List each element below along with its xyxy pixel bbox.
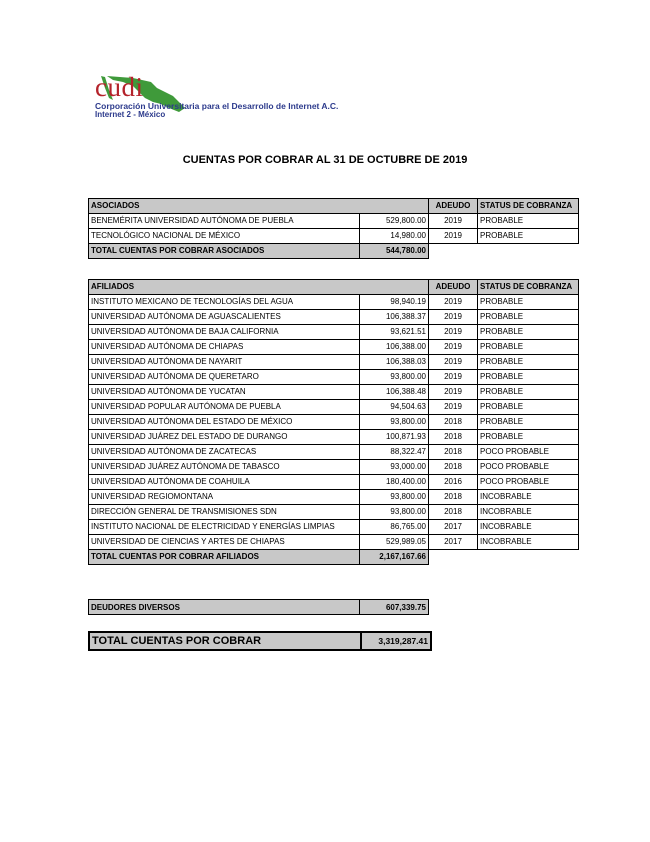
collection-status: POCO PROBABLE: [478, 445, 579, 460]
institution-name: INSTITUTO NACIONAL DE ELECTRICIDAD Y ENERGÍAS LIMPIAS: [89, 520, 360, 535]
debt-year: 2019: [429, 355, 478, 370]
header-adeudo: ADEUDO: [429, 280, 478, 295]
debt-year: 2019: [429, 229, 478, 244]
asociados-table: [88, 198, 579, 259]
collection-status: PROBABLE: [478, 400, 579, 415]
institution-name: UNIVERSIDAD JUÁREZ AUTÓNOMA DE TABASCO: [89, 460, 360, 475]
collection-status: INCOBRABLE: [478, 490, 579, 505]
amount-value: 180,400.00: [360, 475, 429, 490]
amount-value: 93,000.00: [360, 460, 429, 475]
grand-total-label: TOTAL CUENTAS POR COBRAR: [89, 632, 361, 650]
debt-year: 2019: [429, 325, 478, 340]
debt-year: 2017: [429, 535, 478, 550]
collection-status: INCOBRABLE: [478, 520, 579, 535]
institution-name: UNIVERSIDAD AUTÓNOMA DE NAYARIT: [89, 355, 360, 370]
debt-year: 2019: [429, 400, 478, 415]
deudores-label: DEUDORES DIVERSOS: [89, 600, 360, 615]
table-row: [89, 490, 579, 505]
amount-value: 100,871.93: [360, 430, 429, 445]
amount-value: 529,989.05: [360, 535, 429, 550]
amount-value: 93,800.00: [360, 415, 429, 430]
table-header: [89, 280, 579, 295]
logo-subtitle: Internet 2 - México: [95, 110, 166, 119]
cudi-logo: [93, 72, 343, 120]
amount-value: 86,765.00: [360, 520, 429, 535]
logo-org-name: Corporación Universitaria para el Desarrollo de Internet A.C.: [95, 101, 339, 111]
debt-year: 2017: [429, 520, 478, 535]
institution-name: INSTITUTO MEXICANO DE TECNOLOGÍAS DEL AGUA: [89, 295, 360, 310]
total-value: 2,167,167.66: [360, 550, 429, 565]
afiliados-table: [88, 279, 579, 565]
institution-name: UNIVERSIDAD DE CIENCIAS Y ARTES DE CHIAPAS: [89, 535, 360, 550]
debt-year: 2018: [429, 505, 478, 520]
header-adeudo: ADEUDO: [429, 199, 478, 214]
header-status: STATUS DE COBRANZA: [478, 199, 579, 214]
collection-status: PROBABLE: [478, 340, 579, 355]
institution-name: DIRECCIÓN GENERAL DE TRANSMISIONES SDN: [89, 505, 360, 520]
debt-year: 2016: [429, 475, 478, 490]
institution-name: UNIVERSIDAD AUTÓNOMA DE ZACATECAS: [89, 445, 360, 460]
collection-status: PROBABLE: [478, 355, 579, 370]
amount-value: 94,504.63: [360, 400, 429, 415]
institution-name: UNIVERSIDAD AUTÓNOMA DE BAJA CALIFORNIA: [89, 325, 360, 340]
header-asociados: ASOCIADOS: [89, 199, 429, 214]
amount-value: 106,388.03: [360, 355, 429, 370]
table-row: [89, 400, 579, 415]
table-row: [89, 295, 579, 310]
debt-year: 2018: [429, 490, 478, 505]
amount-value: 106,388.48: [360, 385, 429, 400]
amount-value: 14,980.00: [360, 229, 429, 244]
total-label: TOTAL CUENTAS POR COBRAR ASOCIADOS: [89, 244, 360, 259]
institution-name: BENEMÉRITA UNIVERSIDAD AUTÓNOMA DE PUEBLA: [89, 214, 360, 229]
institution-name: UNIVERSIDAD AUTÓNOMA DEL ESTADO DE MÉXICO: [89, 415, 360, 430]
collection-status: PROBABLE: [478, 325, 579, 340]
table-row: [89, 430, 579, 445]
collection-status: PROBABLE: [478, 370, 579, 385]
collection-status: PROBABLE: [478, 430, 579, 445]
table-row: [89, 385, 579, 400]
collection-status: PROBABLE: [478, 310, 579, 325]
total-row: [89, 550, 579, 565]
institution-name: UNIVERSIDAD AUTÓNOMA DE QUERETARO: [89, 370, 360, 385]
debt-year: 2019: [429, 295, 478, 310]
logo-wordmark: cudi: [95, 72, 144, 102]
collection-status: PROBABLE: [478, 295, 579, 310]
debt-year: 2018: [429, 415, 478, 430]
institution-name: UNIVERSIDAD POPULAR AUTÓNOMA DE PUEBLA: [89, 400, 360, 415]
header-status: STATUS DE COBRANZA: [478, 280, 579, 295]
table-row: [89, 340, 579, 355]
table-row: [89, 355, 579, 370]
table-row: [89, 445, 579, 460]
amount-value: 98,940.19: [360, 295, 429, 310]
grand-total-box: [88, 631, 432, 651]
institution-name: UNIVERSIDAD AUTÓNOMA DE CHIAPAS: [89, 340, 360, 355]
table-row: [89, 370, 579, 385]
table-row: [89, 310, 579, 325]
collection-status: INCOBRABLE: [478, 505, 579, 520]
table-row: [89, 475, 579, 490]
collection-status: PROBABLE: [478, 415, 579, 430]
table-row: [89, 229, 579, 244]
table-row: [89, 460, 579, 475]
collection-status: INCOBRABLE: [478, 535, 579, 550]
institution-name: TECNOLÓGICO NACIONAL DE MÉXICO: [89, 229, 360, 244]
table-row: [89, 535, 579, 550]
table-row: [89, 520, 579, 535]
debt-year: 2019: [429, 214, 478, 229]
total-label: TOTAL CUENTAS POR COBRAR AFILIADOS: [89, 550, 360, 565]
collection-status: PROBABLE: [478, 229, 579, 244]
debt-year: 2018: [429, 445, 478, 460]
institution-name: UNIVERSIDAD AUTÓNOMA DE COAHUILA: [89, 475, 360, 490]
amount-value: 93,800.00: [360, 505, 429, 520]
institution-name: UNIVERSIDAD AUTÓNOMA DE AGUASCALIENTES: [89, 310, 360, 325]
grand-total-value: 3,319,287.41: [361, 632, 431, 650]
collection-status: POCO PROBABLE: [478, 460, 579, 475]
table-header: [89, 199, 579, 214]
collection-status: PROBABLE: [478, 385, 579, 400]
institution-name: UNIVERSIDAD JUÁREZ DEL ESTADO DE DURANGO: [89, 430, 360, 445]
debt-year: 2019: [429, 310, 478, 325]
collection-status: PROBABLE: [478, 214, 579, 229]
debt-year: 2018: [429, 460, 478, 475]
debt-year: 2019: [429, 385, 478, 400]
header-afiliados: AFILIADOS: [89, 280, 429, 295]
amount-value: 106,388.00: [360, 340, 429, 355]
total-value: 544,780.00: [360, 244, 429, 259]
amount-value: 93,621.51: [360, 325, 429, 340]
table-row: [89, 214, 579, 229]
amount-value: 93,800.00: [360, 370, 429, 385]
table-row: [89, 505, 579, 520]
debt-year: 2019: [429, 370, 478, 385]
table-row: [89, 325, 579, 340]
table-row: [89, 415, 579, 430]
debt-year: 2018: [429, 430, 478, 445]
total-row: [89, 244, 579, 259]
institution-name: UNIVERSIDAD REGIOMONTANA: [89, 490, 360, 505]
document-title: CUENTAS POR COBRAR AL 31 DE OCTUBRE DE 2019: [182, 154, 468, 166]
debt-year: 2019: [429, 340, 478, 355]
institution-name: UNIVERSIDAD AUTÓNOMA DE YUCATAN: [89, 385, 360, 400]
amount-value: 529,800.00: [360, 214, 429, 229]
collection-status: POCO PROBABLE: [478, 475, 579, 490]
amount-value: 88,322.47: [360, 445, 429, 460]
amount-value: 93,800.00: [360, 490, 429, 505]
deudores-value: 607,339.75: [360, 600, 429, 615]
deudores-diversos-box: [88, 599, 429, 615]
amount-value: 106,388.37: [360, 310, 429, 325]
